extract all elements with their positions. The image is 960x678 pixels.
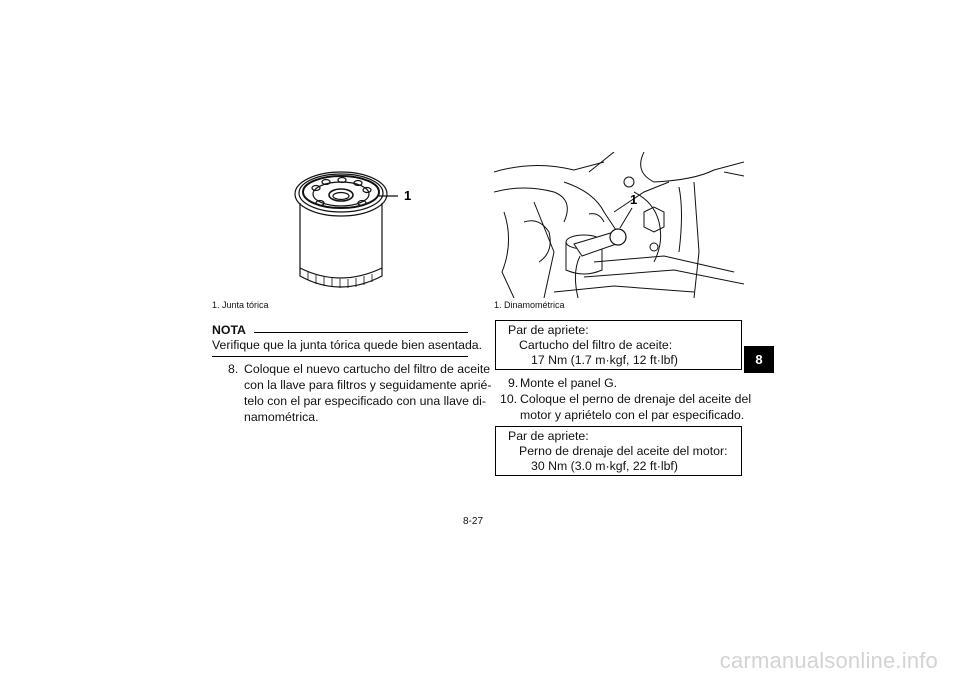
torque-wrench-figure (494, 152, 744, 298)
figure1-caption: 1. Junta tórica (212, 300, 269, 310)
oil-filter-callout: 1 (404, 188, 412, 203)
torque-spec-box-2 (495, 426, 742, 476)
note-label: NOTA (212, 323, 246, 337)
torque-item: Perno de drenaje del aceite del motor: (519, 444, 728, 458)
torque-wrench-callout: 1 (630, 192, 638, 207)
torque-title: Par de apriete: (508, 429, 589, 443)
torque-spec-box-1 (495, 320, 742, 370)
chapter-tab: 8 (744, 346, 774, 373)
step-line: Coloque el nuevo cartucho del filtro de aceite (244, 362, 491, 376)
step-line: Coloque el perno de drenaje del aceite del (520, 392, 752, 406)
note-text: Verifique que la junta tórica quede bien asentada. (212, 338, 483, 352)
step-line: con la llave para filtros y seguidamente aprié- (244, 378, 492, 392)
note-rule-bottom (212, 356, 468, 357)
step-line: namométrica. (244, 410, 319, 424)
page-number: 8-27 (463, 516, 484, 527)
step-number: 10. (500, 392, 518, 406)
step-number: 9. (508, 376, 519, 390)
oil-filter-figure (212, 158, 472, 298)
torque-item: Cartucho del filtro de aceite: (519, 338, 673, 352)
watermark: carmanualsonline.info (719, 648, 938, 673)
torque-title: Par de apriete: (508, 323, 589, 337)
torque-value: 17 Nm (1.7 m·kgf, 12 ft·lbf) (531, 353, 678, 367)
note-rule-top (254, 332, 468, 333)
torque-value: 30 Nm (3.0 m·kgf, 22 ft·lbf) (531, 459, 678, 473)
step-line: Monte el panel G. (520, 376, 618, 390)
oil-filter-illustration (212, 158, 472, 298)
step-line: motor y apriételo con el par especificado. (520, 408, 745, 422)
figure2-caption: 1. Dinamométrica (494, 300, 565, 310)
step-line: telo con el par especificado con una llave di- (244, 394, 486, 408)
step-number: 8. (228, 362, 239, 376)
torque-wrench-illustration (494, 152, 744, 298)
